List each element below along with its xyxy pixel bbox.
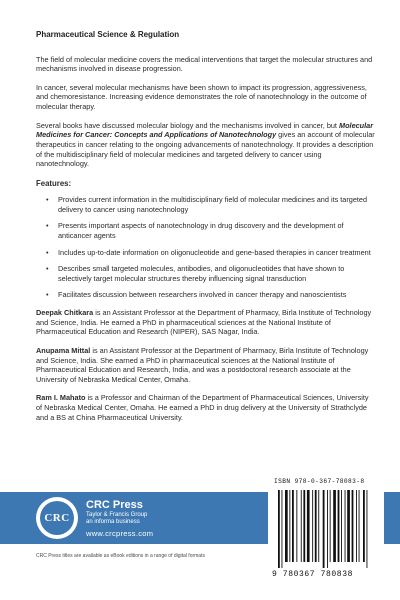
feature-item: • Presents important aspects of nanotechnology in drug discovery and the development of anticancer agents: [58, 221, 376, 240]
publisher-url: www.crcpress.com: [86, 528, 154, 538]
publisher-info: [86, 499, 153, 538]
book-title: Molecular Medicines for Cancer: Concepts and Applications of Nanotechnology: [36, 120, 374, 140]
books-paragraph: Several books have discussed molecular biology and the mechanisms involved in cancer, but Molecular Medicines for Cancer: Concepts and Applications of Nanotechnology gives an account of molecular therapeutics in cancer relating to the ongoing advancements of nanotechnology. It provides a description of the multidisciplinary field of molecular medicines and targeted delivery to cancer using nanotechnology.: [36, 120, 375, 169]
features-heading: Features:: [36, 178, 72, 188]
publisher-group: Taylor & Francis Group: [86, 512, 148, 519]
cancer-paragraph: In cancer, several molecular mechanisms have been shown to impact its progression, aggressiveness, and chemoresistance. Increasing evidence demonstrates the role of nanotechnology in the outcome of molecular therapy.: [36, 82, 367, 112]
publisher-name: CRC Press: [86, 499, 143, 511]
author-bio: Deepak Chitkara is an Assistant Professor at the Department of Pharmacy, Birla Institute of Technology and Science, India. He earned a PhD in pharmaceutical sciences at the National Institute of Pharmaceutical Education and Research (NIPER), SAS Nagar, India.: [36, 308, 372, 337]
back-cover-text: [36, 30, 376, 431]
feature-item: • Includes up-to-date information on oligonucleotide and gene-based therapies in cancer treatment: [58, 248, 376, 258]
barcode-number: 9 780367 780838: [272, 570, 354, 579]
feature-item: • Describes small targeted molecules, antibodies, and oligonucleotides that have shown to selectively target molecular structures thereby influencing signal transduction: [58, 264, 376, 283]
barcode-icon: [276, 490, 376, 568]
features-list: [36, 195, 376, 300]
barcode-box: [268, 470, 384, 588]
author-name: Deepak Chitkara: [36, 308, 94, 318]
intro-paragraph: The field of molecular medicine covers the medical interventions that target the molecular structures and mechanisms involved in disease progression.: [36, 54, 373, 74]
publisher-business: an informa business: [86, 519, 140, 526]
feature-item: • Facilitates discussion between researchers involved in cancer therapy and nanoscientists: [58, 290, 376, 300]
author-name: Ram I. Mahato: [36, 393, 86, 403]
category-heading: Pharmaceutical Science & Regulation: [36, 30, 180, 39]
author-bio: Anupama Mittal is an Assistant Professor at the Department of Pharmacy, Birla Institute of Technology and Science, India. She earned a PhD in pharmaceutical sciences at the National Institute of Pharmaceutical Education and Research, India, and was a postdoctoral research associate at the University of Nebraska Medical Center, Omaha.: [36, 345, 369, 384]
isbn-label: ISBN 978-0-367-78083-8: [274, 478, 365, 485]
feature-item: • Provides current information in the multidisciplinary field of molecular medicines and its targeted delivery to cancer using nanotechnology: [58, 195, 376, 214]
author-bio: Ram I. Mahato is a Professor and Chairman of the Department of Pharmaceutical Sciences, University of Nebraska Medical Center, Omaha. He earned a PhD in drug delivery at the University of Strathclyde and a BS at China Pharmaceutical University.: [36, 393, 369, 422]
ebook-note: CRC Press titles are available as eBook editions in a range of digital formats: [36, 553, 205, 559]
crc-logo-icon: CRC: [36, 497, 78, 539]
author-name: Anupama Mittal: [36, 345, 91, 355]
